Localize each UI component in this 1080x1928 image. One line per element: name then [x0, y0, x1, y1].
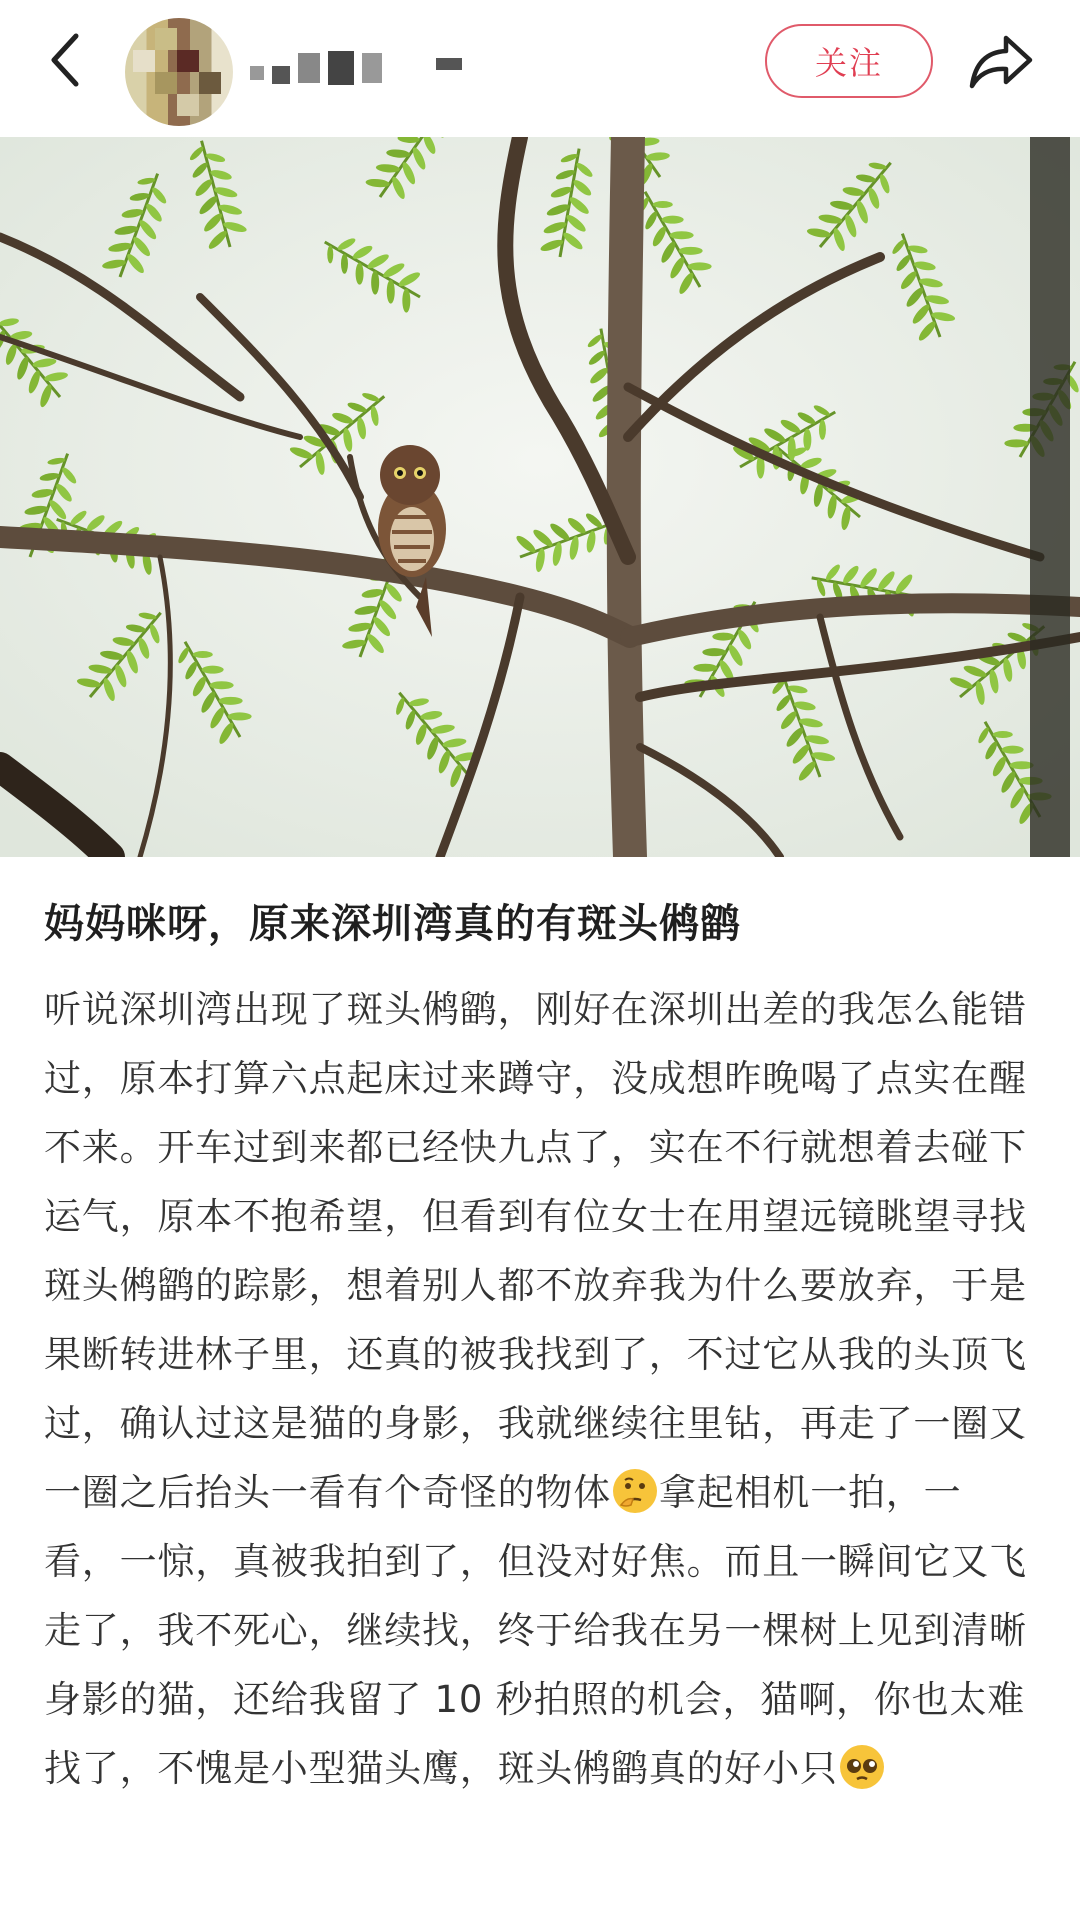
share-arrow-icon[interactable] [968, 32, 1034, 90]
post-title: 妈妈咪呀，原来深圳湾真的有斑头鸺鹠 [44, 901, 741, 947]
pleading-face-emoji-icon [838, 1743, 886, 1791]
post-body-part2: 拿起相机一拍，一看，一惊，真被我拍到了，但没对好焦。而且一瞬间它又飞走了，我不死心，继续找，终于给我在另一棵树上见到清晰身影的猫，还给我留了 10 秒拍照的机会，猫啊，你也太难找了，不愧是小型猫头鹰，斑头鸺鹠真的好小只 [44, 1471, 1027, 1790]
top-bar [0, 0, 1080, 137]
avatar[interactable] [125, 18, 233, 126]
thinking-face-emoji-icon [611, 1467, 659, 1515]
post-body-part1: 听说深圳湾出现了斑头鸺鹠，刚好在深圳出差的我怎么能错过，原本打算六点起床过来蹲守，没成想昨晚喝了点实在醒不来。开车过到来都已经快九点了，实在不行就想着去碰下运气，原本不抱希望，但看到有位女士在用望远镜眺望寻找斑头鸺鹠的踪影，想着别人都不放弃我为什么要放弃，于是果断转进林子里，还真的被我找到了，不过它从我的头顶飞过，确认过这是猫的身影，我就继续往里钻，再走了一圈又一圈之后抬头一看有个奇怪的物体 [44, 988, 1027, 1514]
post-body [44, 975, 1034, 1803]
post-photo-owl-in-tree[interactable] [0, 137, 1080, 857]
follow-button[interactable]: 关注 [765, 24, 933, 98]
username-pixelated[interactable] [250, 50, 462, 86]
back-chevron-icon[interactable] [40, 30, 90, 90]
